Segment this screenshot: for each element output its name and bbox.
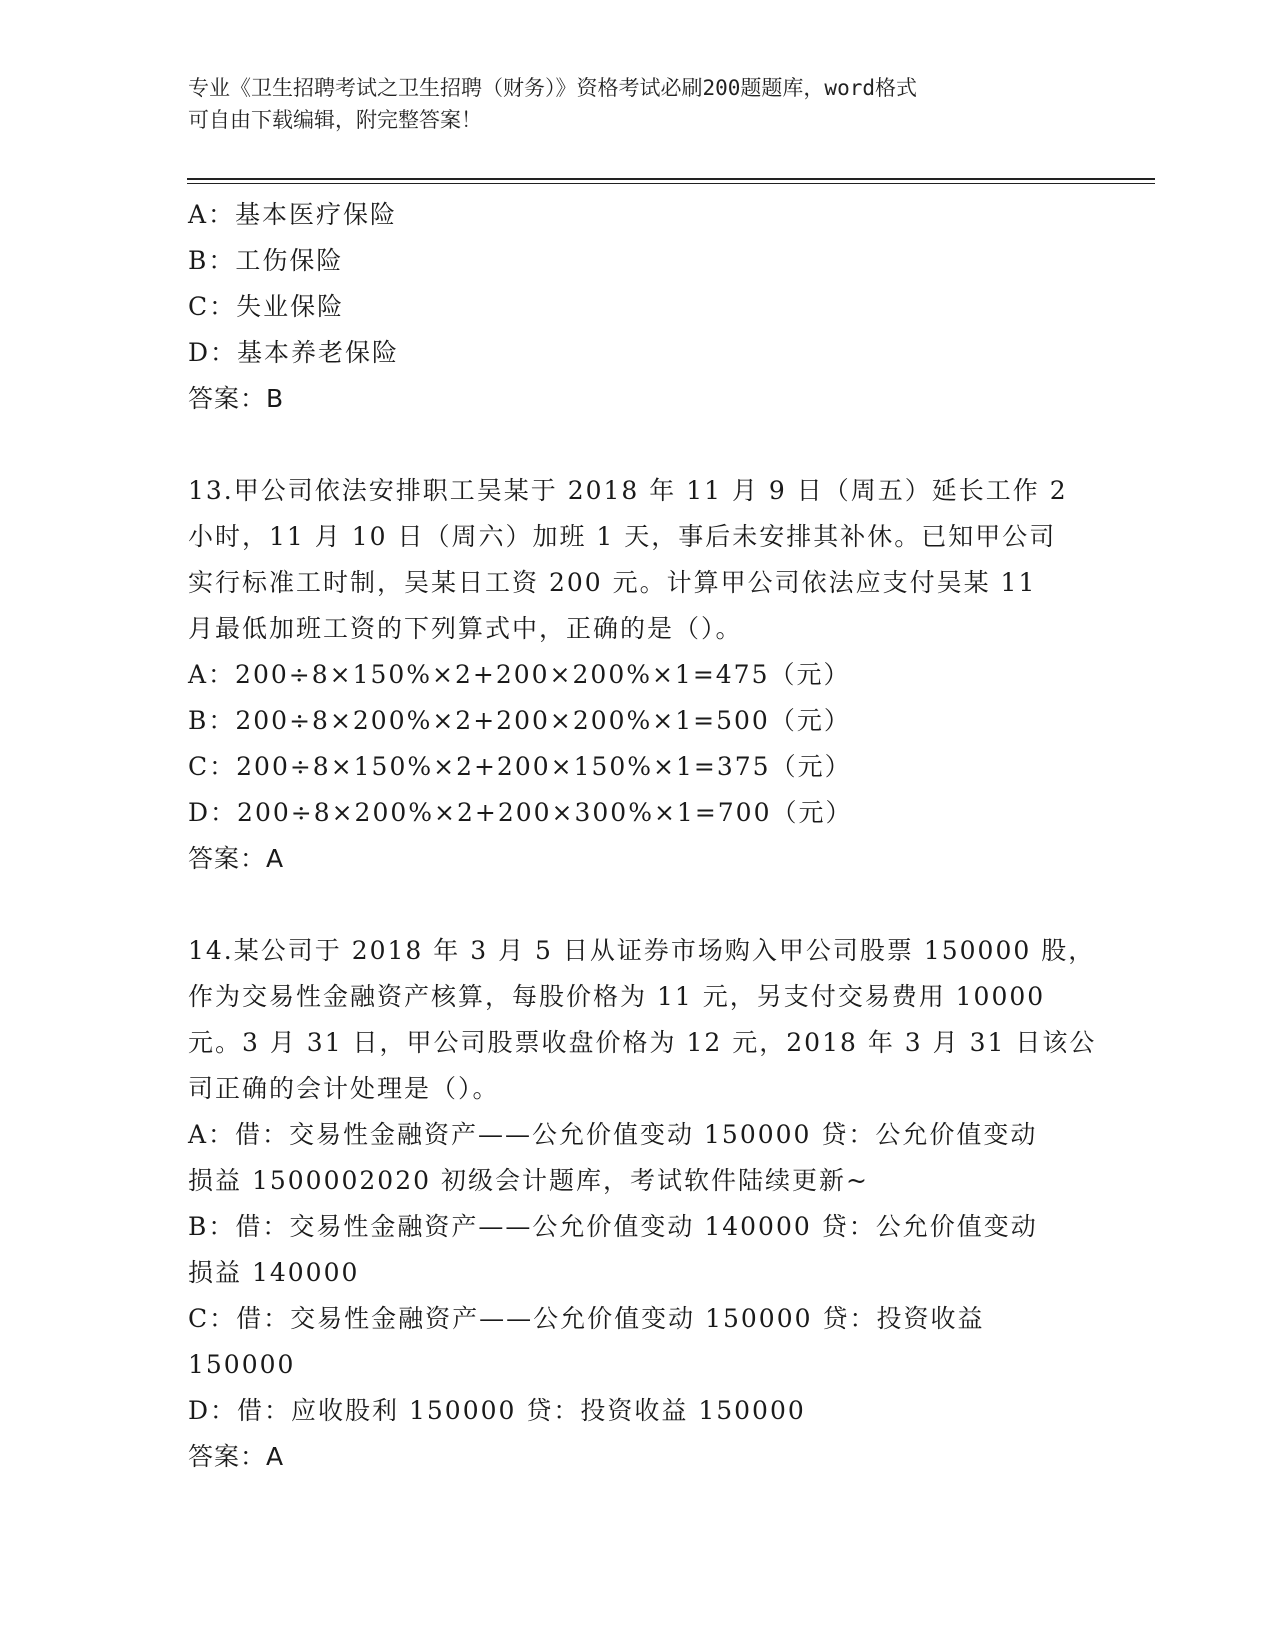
question-14-text-line: 元。3 月 31 日，甲公司股票收盘价格为 12 元，2018 年 3 月 31 日该公 <box>188 1028 1097 1057</box>
question-14 <box>188 928 1097 1480</box>
option-d: D：基本养老保险 <box>188 338 400 367</box>
question-12-answer: 答案：B <box>188 384 285 413</box>
question-13-text-line: 实行标准工时制，吴某日工资 200 元。计算甲公司依法应支付吴某 11 <box>188 568 1037 597</box>
option-a: A：200÷8×150%×2+200×200%×1=475（元） <box>188 660 851 689</box>
option-b: B：借：交易性金融资产——公允价值变动 140000 贷：公允价值变动 <box>188 1212 1038 1241</box>
document-body <box>188 192 1097 1480</box>
option-b-continued: 损益 140000 <box>188 1258 360 1287</box>
question-13 <box>188 468 1088 882</box>
option-a: A：借：交易性金融资产——公允价值变动 150000 贷：公允价值变动 <box>188 1120 1038 1149</box>
question-13-text-line: 小时，11 月 10 日（周六）加班 1 天，事后未安排其补休。已知甲公司 <box>188 522 1057 551</box>
option-b: B：工伤保险 <box>188 246 344 275</box>
header-rule-thick <box>187 178 1155 180</box>
question-14-text-line: 作为交易性金融资产核算，每股价格为 11 元，另支付交易费用 10000 <box>188 982 1046 1011</box>
question-12-options <box>188 192 1088 376</box>
option-a: A：基本医疗保险 <box>188 200 398 229</box>
spacer <box>188 422 1088 468</box>
question-13-answer: 答案：A <box>188 844 285 873</box>
option-a-continued: 损益 1500002020 初级会计题库，考试软件陆续更新~ <box>188 1166 869 1195</box>
question-14-answer: 答案：A <box>188 1442 285 1471</box>
question-13-text-line: 13.甲公司依法安排职工吴某于 2018 年 11 月 9 日（周五）延长工作 2 <box>188 476 1068 505</box>
option-d: D：借：应收股利 150000 贷：投资收益 150000 <box>188 1396 806 1425</box>
header-line-2: 可自由下载编辑，附完整答案！ <box>188 108 482 132</box>
option-c: C：200÷8×150%×2+200×150%×1=375（元） <box>188 752 852 781</box>
document-header <box>188 72 1068 136</box>
question-13-text-line: 月最低加班工资的下列算式中，正确的是（）。 <box>188 614 743 643</box>
header-rule-thin <box>187 183 1155 184</box>
option-c-continued: 150000 <box>188 1350 296 1379</box>
header-line-1: 专业《卫生招聘考试之卫生招聘（财务）》资格考试必刷200题题库，word格式 <box>188 76 917 100</box>
option-b: B：200÷8×200%×2+200×200%×1=500（元） <box>188 706 851 735</box>
option-c: C：借：交易性金融资产——公允价值变动 150000 贷：投资收益 <box>188 1304 985 1333</box>
option-c: C：失业保险 <box>188 292 345 321</box>
question-14-text-line: 14.某公司于 2018 年 3 月 5 日从证券市场购入甲公司股票 150000 股， <box>188 936 1096 965</box>
option-d: D：200÷8×200%×2+200×300%×1=700（元） <box>188 798 853 827</box>
question-14-text-line: 司正确的会计处理是（）。 <box>188 1074 500 1103</box>
spacer <box>188 882 1088 928</box>
